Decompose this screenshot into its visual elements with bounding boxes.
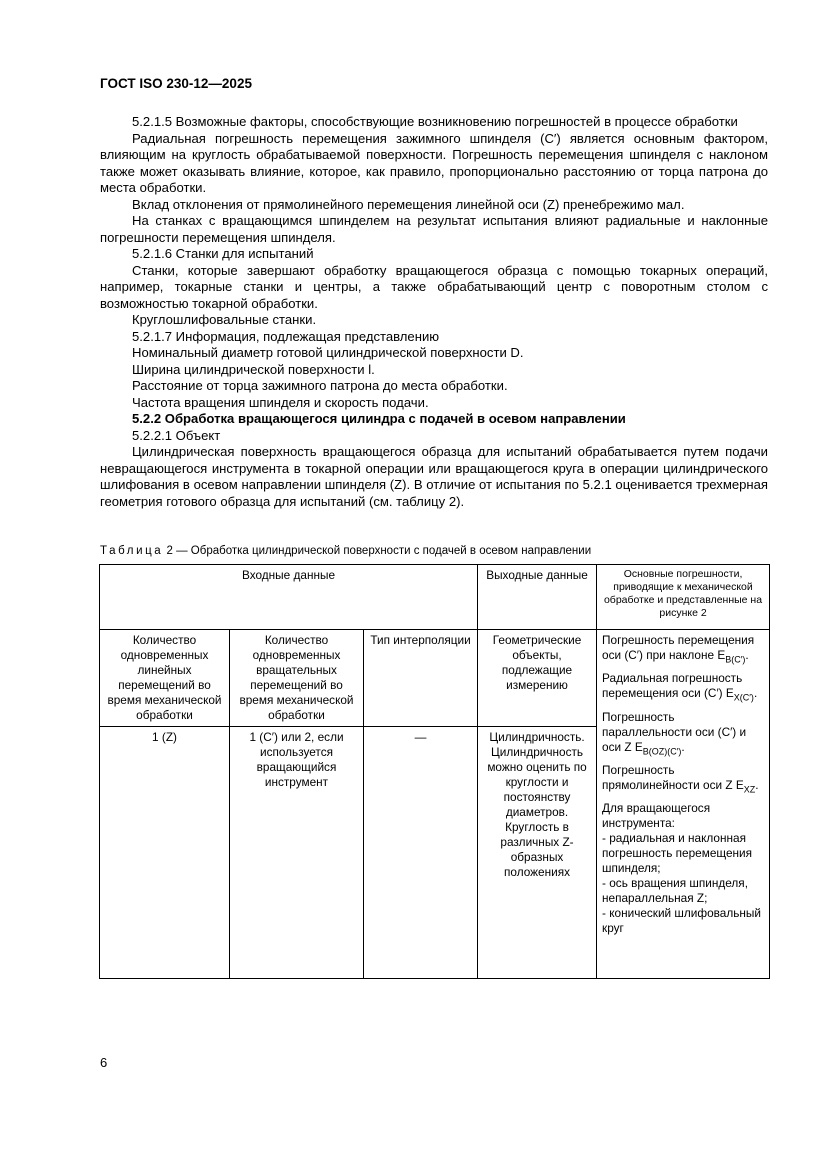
error-item: - ось вращения шпинделя, непараллельная Z; — [602, 876, 748, 906]
section-5-2-1-5: 5.2.1.5 Возможные факторы, способствующие возникновению погрешностей в процессе обработки — [132, 114, 738, 129]
paragraph: Круглошлифовальные станки. — [132, 312, 317, 327]
table-header-row — [100, 565, 770, 630]
header-errors: Основные погрешности, приводящие к механической обработке и представленные на рисунке 2 — [597, 565, 770, 630]
section-5-2-2-1: 5.2.2.1 Объект — [132, 427, 221, 443]
subheader-rotary: Количество одновременных вращательных перемещений во время механической обработки — [230, 630, 364, 727]
table-subheader-row — [100, 630, 770, 727]
row-rotary: 1 (C′) или 2, если используется вращающийся инструмент — [230, 727, 364, 979]
error-item: Радиальная погрешность перемещения оси (C′) $E_{X(C')}$. — [602, 671, 758, 703]
table-caption-text: 2 — Обработка цилиндрической поверхности с подачей в осевом направлении — [166, 545, 592, 557]
paragraph: Цилиндрическая поверхность вращающегося образца для испытаний обрабатывается путем подачи невращающегося инструмента в токарной операции или вращающегося круга в операции цилиндрического шлифования в осевом направлении шпинделя (Z). В отличие от испытания по 5.2.1 оценивается трехмерная геометрия готового образца для испытаний (см. таблицу 2). — [100, 444, 768, 509]
subheader-interp: Тип интерполяции — [364, 630, 478, 727]
error-item: Для вращающегося инструмента: — [602, 801, 711, 831]
section-5-2-1-7: 5.2.1.7 Информация, подлежащая представлению — [132, 328, 440, 344]
row-linear: 1 (Z) — [100, 727, 230, 979]
section-5-2-1-6: 5.2.1.6 Станки для испытаний — [132, 246, 314, 261]
error-item: Погрешность прямолинейности оси Z $E_{XZ}$. — [602, 763, 759, 795]
row-geom: Цилиндричность. Цилиндричность можно оценить по круглости и постоянству диаметров. Круглость в различных Z-образных положениях — [478, 727, 597, 979]
errors-cell — [597, 630, 770, 979]
header-output: Выходные данные — [478, 565, 597, 630]
table-caption — [100, 544, 591, 558]
paragraph: Радиальная погрешность перемещения зажимного шпинделя (C′) является основным фактором, влияющим на круглость обрабатываемой поверхности. Погрешность перемещения шпинделя с наклоном также может оказывать влияние, которое, как правило, пропорционально расстоянию от торца патрона до места обработки. — [100, 130, 768, 195]
subheader-geom: Геометрические объекты, подлежащие измерению — [478, 630, 597, 727]
paragraph: На станках с вращающимся шпинделем на результат испытания влияют радиальные и наклонные погрешности перемещения шпинделя. — [100, 213, 768, 245]
error-item: - радиальная и наклонная погрешность перемещения шпинделя; — [602, 831, 753, 876]
subheader-linear: Количество одновременных линейных перемещений во время механической обработки — [100, 630, 230, 727]
page-number: 6 — [100, 1055, 108, 1070]
paragraph: Станки, которые завершают обработку вращающегося образца с помощью токарных операций, например, токарные станки и центры, а также обрабатывающий центр с поворотным столом с возможностью токарной обработки. — [100, 262, 768, 311]
paragraph: Частота вращения шпинделя и скорость подачи. — [132, 394, 429, 410]
error-item: Погрешность параллельности оси (C′) и оси Z $E_{B(OZ)(C')}$. — [602, 709, 747, 757]
error-item: Погрешность перемещения оси (C′) при наклоне $E_{B(C')}$. — [602, 633, 755, 665]
paragraph: Вклад отклонения от прямолинейного перемещения линейной оси (Z) пренебрежимо мал. — [132, 196, 685, 212]
section-5-2-2-heading: 5.2.2 Обработка вращающегося цилиндра с подачей в осевом направлении — [132, 411, 626, 426]
error-item: - конический шлифовальный круг — [602, 906, 761, 936]
document-header: ГОСТ ISO 230-12—2025 — [100, 76, 252, 91]
table-caption-label: Таблица — [100, 545, 164, 557]
paragraph: Номинальный диаметр готовой цилиндрической поверхности D. — [132, 345, 524, 360]
body-text — [100, 114, 768, 510]
paragraph: Расстояние от торца зажимного патрона до места обработки. — [132, 378, 508, 393]
row-interp: — — [364, 727, 478, 979]
paragraph: Ширина цилиндрической поверхности l. — [132, 361, 375, 377]
table-2 — [99, 564, 770, 979]
header-input: Входные данные — [100, 565, 478, 630]
